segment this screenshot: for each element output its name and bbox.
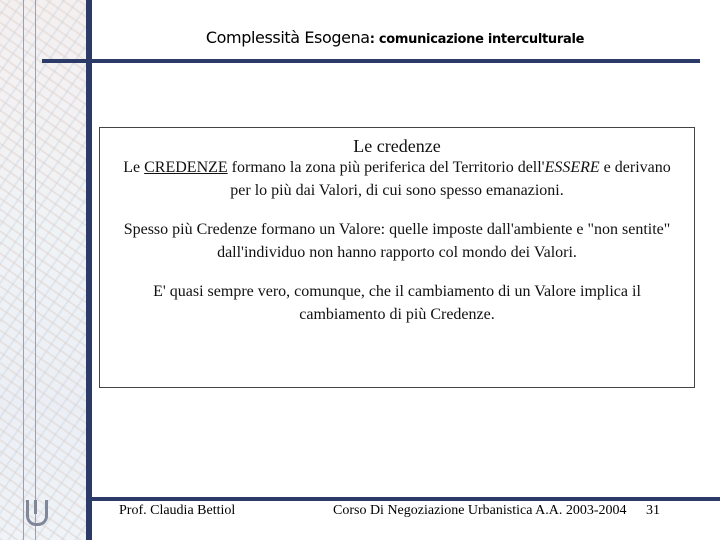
paragraph-credenze	[100, 156, 694, 202]
p1-post: e derivano per lo più dai Valori, di cui sono spesso emanazioni.	[230, 159, 671, 199]
p1-mid: formano la zona più periferica del Territorio dell'	[227, 159, 545, 176]
decorative-map-strip	[0, 0, 90, 540]
footer-course: Corso Di Negoziazione Urbanistica A.A. 2003-2004	[333, 503, 627, 518]
content-box	[99, 127, 695, 388]
footer-bar	[88, 497, 720, 501]
header-title-sub: : comunicazione interculturale	[369, 32, 585, 47]
paragraph-cambiamento: E' quasi sempre vero, comunque, che il cambiamento di un Valore implica il cambiamento di più Credenze.	[153, 283, 641, 323]
header-title-main: Complessità Esogena	[205, 28, 370, 47]
decorative-line	[23, 0, 24, 540]
p1-term-credenze: CREDENZE	[144, 159, 228, 176]
footer-author: Prof. Claudia Bettiol	[119, 503, 236, 518]
slide-header	[90, 28, 700, 47]
p1-pre: Le	[123, 159, 145, 176]
left-accent-bar	[86, 0, 92, 540]
university-u-logo-icon	[26, 500, 48, 526]
paragraph-valore: Spesso più Credenze formano un Valore: quelle imposte dall'ambiente e "non sentite" dall'individuo non hanno rapporto col mondo dei Valori.	[123, 221, 671, 261]
p1-essere: ESSERE	[544, 159, 600, 176]
footer-page-number: 31	[646, 503, 660, 518]
decorative-line	[35, 0, 36, 540]
content-title: Le credenze	[353, 136, 441, 156]
header-underline-bar	[42, 59, 700, 63]
